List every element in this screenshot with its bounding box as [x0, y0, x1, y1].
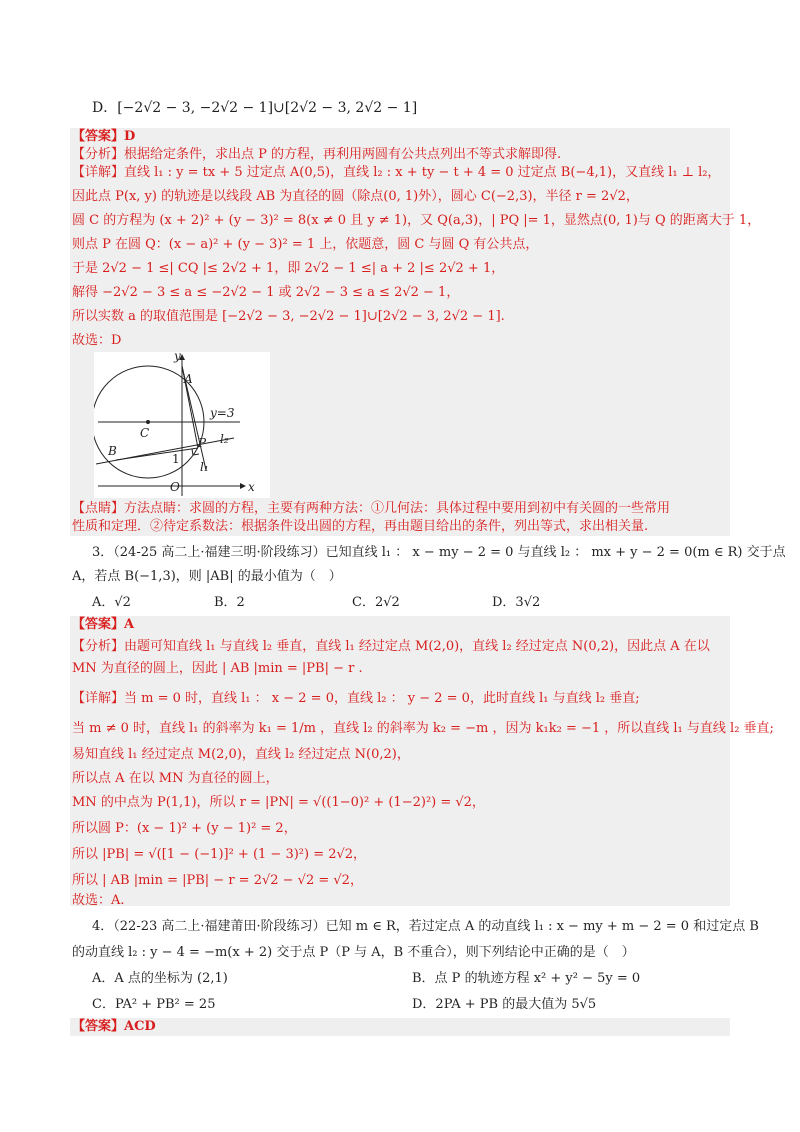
option-d: D．2PA + PB 的最大值为 5√5	[412, 997, 597, 1012]
analysis-text: 【分析】根据给定条件，求出点 P 的方程，再利用两圆有公共点列出不等式求解即得.	[72, 147, 562, 162]
label-x: x	[248, 480, 255, 494]
analysis-text: 【分析】由题可知直线 l₁ 与直线 l₂ 垂直，直线 l₁ 经过定点 M(2,0)，直线 l₂ 经过定点 N(0,2)，因此点 A 在以	[72, 639, 710, 654]
detail-line: 则点 P 在圆 Q：(x − a)² + (y − 3)² = 1 上，依题意，圆 C 与圆 Q 有公共点，	[72, 237, 539, 252]
detail-line: 所以 | AB |min = |PB| − r = 2√2 − √2 = √2，	[72, 873, 363, 888]
label-one: 1	[172, 452, 180, 466]
option-b: B．点 P 的轨迹方程 x² + y² − 5y = 0	[412, 971, 641, 986]
detail-line: 所以点 A 在以 MN 为直径的圆上，	[72, 771, 279, 786]
option-c: C．2√2	[352, 595, 400, 610]
detail-line: 【详解】当 m = 0 时，直线 l₁ ： x − 2 = 0，直线 l₂ ： y − 2 = 0，此时直线 l₁ 与直线 l₂ 垂直;	[72, 691, 640, 706]
analysis-text: MN 为直径的圆上，因此 | AB |min = |PB| − r .	[72, 661, 363, 676]
label-c: C	[140, 426, 150, 440]
segment-bp	[116, 448, 198, 460]
answer-label: 【答案】A	[72, 617, 135, 632]
option-d: D．[−2√2 − 3, −2√2 − 1]∪[2√2 − 3, 2√2 − 1]	[92, 100, 418, 116]
answer-label: 【答案】D	[72, 129, 136, 144]
choose-line: 故选：A.	[72, 893, 125, 908]
detail-line: 圆 C 的方程为 (x + 2)² + (y − 3)² = 8(x ≠ 0 且 y ≠ 1)，又 Q(a,3)，| PQ |= 1，显然点(0, 1)与 Q 的距离大于 1，	[72, 213, 761, 228]
answer-background	[70, 1018, 730, 1036]
option-b: B．2	[214, 595, 245, 610]
label-y3: y=3	[210, 406, 235, 420]
detail-line: 当 m ≠ 0 时，直线 l₁ 的斜率为 k₁ = 1/m ，直线 l₂ 的斜率为 k₂ = −m ，因为 k₁k₂ = −1 ，所以直线 l₁ 与直线 l₂ 垂直;	[72, 721, 774, 736]
label-a: A	[184, 372, 193, 386]
detail-line: 于是 2√2 − 1 ≤| CQ |≤ 2√2 + 1，即 2√2 − 1 ≤| a + 2 |≤ 2√2 + 1，	[72, 261, 505, 276]
option-d: D．3√2	[492, 595, 541, 610]
problem-4-stem: 4．（22-23 高二上·福建莆田·阶段练习）已知 m ∈ R，若过定点 A 的动直线 l₁ : x − my + m − 2 = 0 和过定点 B	[92, 919, 759, 934]
detail-line: 【详解】直线 l₁ : y = tx + 5 过定点 A(0,5)，直线 l₂ : x + ty − t + 4 = 0 过定点 B(−4,1)，又直线 l₁ ⊥ l₂，	[72, 165, 721, 180]
label-b: B	[108, 444, 117, 458]
circle-diagram	[94, 352, 270, 498]
label-o: O	[170, 480, 180, 494]
detail-line: 因此点 P(x, y) 的轨迹是以线段 AB 为直径的圆（除点(0, 1)外），圆心 C(−2,3)，半径 r = 2√2，	[72, 189, 639, 204]
detail-line: 所以实数 a 的取值范围是 [−2√2 − 3, −2√2 − 1]∪[2√2 − 3, 2√2 − 1].	[72, 309, 505, 324]
label-p: P	[198, 436, 207, 450]
label-y: y	[174, 349, 181, 363]
comment-line: 性质和定理．②待定系数法：根据条件设出圆的方程，再由题目给出的条件，列出等式，求出相关量.	[72, 519, 649, 534]
geometry-figure	[94, 349, 270, 498]
problem-3-stem: A，若点 B(−1,3)，则 |AB| 的最小值为（ ）	[72, 569, 342, 584]
x-axis-arrow-icon	[240, 483, 246, 489]
option-a: A．A 点的坐标为 (2,1)	[92, 971, 228, 986]
detail-line: MN 的中点为 P(1,1)，所以 r = |PN| = √((1−0)² + (1−2)²) = √2，	[72, 795, 485, 810]
option-a: A．√2	[92, 595, 131, 610]
comment-line: 【点睛】方法点睛：求圆的方程，主要有两种方法：①几何法：具体过程中要用到初中有关圆的一些常用	[72, 501, 671, 516]
label-l1: l₁	[200, 460, 209, 474]
problem-4-stem: 的动直线 l₂ : y − 4 = −m(x + 2) 交于点 P（P 与 A，B 不重合），则下列结论中正确的是（ ）	[72, 945, 635, 960]
detail-line: 解得 −2√2 − 3 ≤ a ≤ −2√2 − 1 或 2√2 − 3 ≤ a ≤ 2√2 − 1，	[72, 285, 460, 300]
center-point	[146, 420, 150, 424]
option-c: C．PA² + PB² = 25	[92, 997, 216, 1012]
detail-line: 所以 |PB| = √([1 − (−1)]² + (1 − 3)²) = 2√2，	[72, 847, 367, 862]
choose-line: 故选：D	[72, 333, 122, 348]
answer-label: 【答案】ACD	[72, 1019, 156, 1034]
detail-line: 所以圆 P：(x − 1)² + (y − 1)² = 2，	[72, 821, 297, 836]
problem-3-stem: 3．（24-25 高二上·福建三明·阶段练习）已知直线 l₁ ： x − my − 2 = 0 与直线 l₂ ： mx + y − 2 = 0(m ∈ R) 交于点	[92, 545, 786, 560]
label-l2: l₂	[220, 432, 229, 446]
detail-line: 易知直线 l₁ 经过定点 M(2,0)，直线 l₂ 经过定点 N(0,2)，	[72, 747, 410, 762]
